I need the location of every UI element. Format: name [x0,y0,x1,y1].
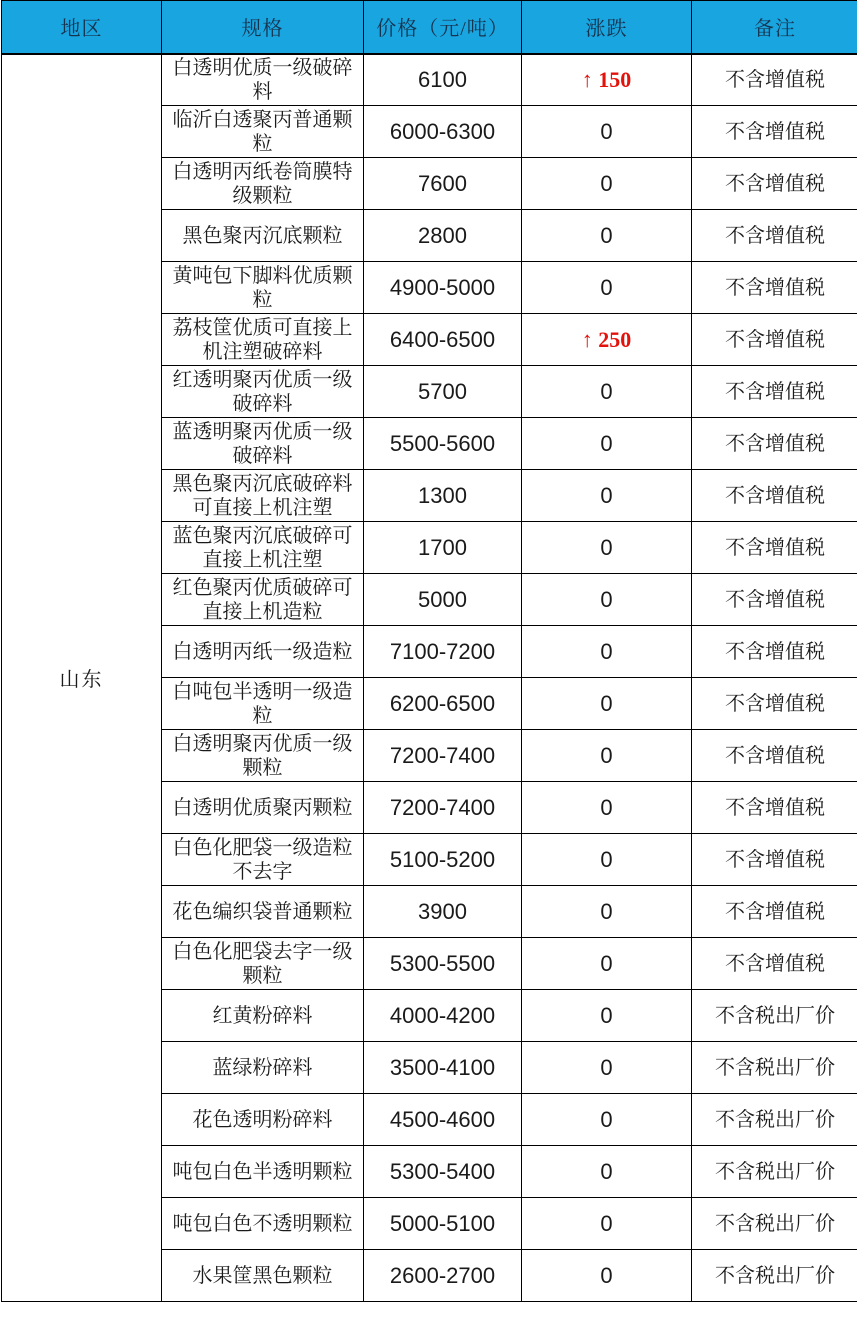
note-cell [692,938,857,990]
change-cell [522,106,692,158]
spec-text: 黑色聚丙沉底破碎料可直接上机注塑 [172,472,353,519]
spec-text: 蓝绿粉碎料 [212,1056,313,1079]
change-text: 0 [600,638,613,664]
header-spec: 规格 [162,1,364,54]
note-text: 不含增值税 [725,848,825,871]
change-cell [522,886,692,938]
change-cell [522,522,692,574]
note-text: 不含增值税 [725,380,825,403]
price-text: 1300 [418,482,467,508]
price-cell [364,1146,522,1198]
change-text: 0 [600,482,613,508]
change-cell [522,366,692,418]
change-text: 0 [600,586,613,612]
price-cell [364,210,522,262]
change-cell [522,834,692,886]
change-text: 0 [600,742,613,768]
spec-cell [162,886,364,938]
change-text: 0 [600,1210,613,1236]
note-text: 不含增值税 [725,120,825,143]
note-text: 不含税出厂价 [715,1212,835,1235]
price-cell [364,678,522,730]
spec-text: 红色聚丙优质破碎可直接上机造粒 [172,576,353,623]
change-cell [522,1198,692,1250]
price-cell [364,938,522,990]
note-cell [692,366,857,418]
note-text: 不含增值税 [725,484,825,507]
note-cell [692,418,857,470]
change-cell [522,262,692,314]
change-text: 0 [600,430,613,456]
price-cell [364,418,522,470]
note-text: 不含增值税 [725,224,825,247]
spec-text: 蓝透明聚丙优质一级破碎料 [172,420,353,467]
change-cell [522,418,692,470]
spec-cell [162,626,364,678]
change-cell [522,990,692,1042]
spec-cell [162,782,364,834]
price-cell [364,626,522,678]
spec-cell [162,522,364,574]
change-cell [522,730,692,782]
spec-cell [162,678,364,730]
price-text: 5500-5600 [389,430,496,456]
spec-text: 白透明丙纸一级造粒 [172,640,353,663]
note-cell [692,990,857,1042]
note-cell [692,834,857,886]
note-cell [692,262,857,314]
spec-text: 花色编织袋普通颗粒 [172,900,353,923]
price-text: 5100-5200 [389,846,496,872]
note-cell [692,1250,857,1302]
change-cell [522,782,692,834]
price-cell [364,990,522,1042]
spec-cell [162,470,364,522]
note-text: 不含税出厂价 [715,1264,835,1287]
spec-text: 白透明聚丙优质一级颗粒 [172,732,353,779]
price-cell [364,1042,522,1094]
note-cell [692,626,857,678]
price-cell [364,522,522,574]
spec-text: 蓝色聚丙沉底破碎可直接上机注塑 [172,524,353,571]
note-text: 不含税出厂价 [715,1108,835,1131]
price-cell [364,106,522,158]
spec-cell [162,730,364,782]
table-row [2,54,857,106]
spec-cell [162,158,364,210]
price-cell [364,834,522,886]
price-cell [364,1250,522,1302]
note-cell [692,210,857,262]
note-cell [692,106,857,158]
note-text: 不含增值税 [725,328,825,351]
spec-text: 花色透明粉碎料 [192,1108,333,1131]
spec-text: 白透明优质一级破碎料 [172,56,353,103]
price-cell [364,314,522,366]
spec-text: 水果筐黑色颗粒 [192,1264,333,1287]
spec-text: 黄吨包下脚料优质颗粒 [172,264,353,311]
change-text: 0 [600,846,613,872]
spec-text: 红透明聚丙优质一级破碎料 [172,368,353,415]
note-text: 不含增值税 [725,276,825,299]
note-text: 不含增值税 [725,172,825,195]
spec-text: 白吨包半透明一级造粒 [172,680,353,727]
note-text: 不含增值税 [725,744,825,767]
note-text: 不含税出厂价 [715,1160,835,1183]
note-cell [692,678,857,730]
change-cell [522,1250,692,1302]
note-text: 不含增值税 [725,640,825,663]
price-table [1,0,857,1302]
header-region: 地区 [2,1,162,54]
region-cell: 山东 [2,54,162,1302]
price-text: 2800 [418,222,467,248]
note-text: 不含增值税 [725,952,825,975]
price-text: 6400-6500 [389,326,496,352]
price-cell [364,262,522,314]
spec-cell [162,366,364,418]
spec-text: 白透明优质聚丙颗粒 [172,796,353,819]
spec-cell [162,990,364,1042]
change-cell [522,1094,692,1146]
change-cell [522,210,692,262]
note-text: 不含增值税 [725,900,825,923]
spec-cell [162,106,364,158]
change-text: 0 [600,222,613,248]
change-cell [522,1042,692,1094]
spec-text: 吨包白色不透明颗粒 [172,1212,353,1235]
note-cell [692,1094,857,1146]
change-cell [522,470,692,522]
spec-text: 吨包白色半透明颗粒 [172,1160,353,1183]
spec-text: 白透明丙纸卷筒膜特级颗粒 [172,160,353,207]
note-text: 不含税出厂价 [715,1056,835,1079]
header-note: 备注 [692,1,857,54]
price-text: 3500-4100 [389,1054,496,1080]
note-cell [692,158,857,210]
price-cell [364,54,522,106]
change-text: 0 [600,1106,613,1132]
price-cell [364,574,522,626]
note-cell [692,522,857,574]
header-change: 涨跌 [522,1,692,54]
header-price: 价格（元/吨） [364,1,522,54]
change-text: 0 [600,690,613,716]
price-text: 5700 [418,378,467,404]
spec-cell [162,210,364,262]
price-text: 4900-5000 [389,274,496,300]
price-cell [364,782,522,834]
change-text: 0 [600,794,613,820]
spec-cell [162,938,364,990]
price-text: 5300-5500 [389,950,496,976]
spec-text: 白色化肥袋去字一级颗粒 [172,940,353,987]
price-cell [364,730,522,782]
note-text: 不含增值税 [725,68,825,91]
spec-cell [162,574,364,626]
price-text: 7100-7200 [389,638,496,664]
table-body [2,54,857,1302]
price-text: 4500-4600 [389,1106,496,1132]
note-text: 不含增值税 [725,536,825,559]
change-text: 0 [600,170,613,196]
change-cell [522,938,692,990]
price-text: 6000-6300 [389,118,496,144]
change-text: ↑ 250 [581,326,632,352]
note-cell [692,1198,857,1250]
note-text: 不含增值税 [725,588,825,611]
spec-text: 临沂白透聚丙普通颗粒 [172,108,353,155]
price-text: 3900 [418,898,467,924]
change-cell [522,314,692,366]
spec-cell [162,1042,364,1094]
table-header [2,1,857,54]
price-cell [364,158,522,210]
price-text: 5000-5100 [389,1210,496,1236]
spec-cell [162,834,364,886]
change-cell [522,678,692,730]
note-cell [692,1146,857,1198]
change-text: 0 [600,950,613,976]
change-cell [522,158,692,210]
price-cell [364,1094,522,1146]
change-cell [522,574,692,626]
change-text: 0 [600,1054,613,1080]
note-cell [692,54,857,106]
price-cell [364,1198,522,1250]
change-text: ↑ 150 [581,66,632,92]
price-text: 5300-5400 [389,1158,496,1184]
spec-cell [162,1250,364,1302]
note-cell [692,1042,857,1094]
price-text: 7200-7400 [389,794,496,820]
price-text: 5000 [418,586,467,612]
price-text: 6100 [418,66,467,92]
change-text: 0 [600,534,613,560]
price-text: 7600 [418,170,467,196]
price-text: 7200-7400 [389,742,496,768]
change-text: 0 [600,274,613,300]
spec-text: 荔枝筐优质可直接上机注塑破碎料 [172,316,353,363]
price-text: 2600-2700 [389,1262,496,1288]
note-cell [692,314,857,366]
header-row [2,1,857,54]
spec-cell [162,418,364,470]
spec-text: 红黄粉碎料 [212,1004,313,1027]
spec-text: 白色化肥袋一级造粒不去字 [172,836,353,883]
price-text: 6200-6500 [389,690,496,716]
spec-cell [162,1146,364,1198]
note-cell [692,782,857,834]
change-text: 0 [600,1262,613,1288]
spec-cell [162,314,364,366]
spec-cell [162,1094,364,1146]
spec-cell [162,1198,364,1250]
change-text: 0 [600,1158,613,1184]
note-text: 不含税出厂价 [715,1004,835,1027]
price-cell [364,470,522,522]
price-cell [364,886,522,938]
change-text: 0 [600,1002,613,1028]
change-text: 0 [600,898,613,924]
change-text: 0 [600,378,613,404]
price-text: 4000-4200 [389,1002,496,1028]
change-cell [522,1146,692,1198]
note-text: 不含增值税 [725,796,825,819]
note-cell [692,730,857,782]
spec-text: 黑色聚丙沉底颗粒 [182,224,343,247]
note-cell [692,574,857,626]
spec-cell [162,54,364,106]
price-text: 1700 [418,534,467,560]
spec-cell [162,262,364,314]
change-text: 0 [600,118,613,144]
note-cell [692,470,857,522]
note-text: 不含增值税 [725,432,825,455]
price-cell [364,366,522,418]
note-text: 不含增值税 [725,692,825,715]
change-cell [522,626,692,678]
change-cell [522,54,692,106]
note-cell [692,886,857,938]
